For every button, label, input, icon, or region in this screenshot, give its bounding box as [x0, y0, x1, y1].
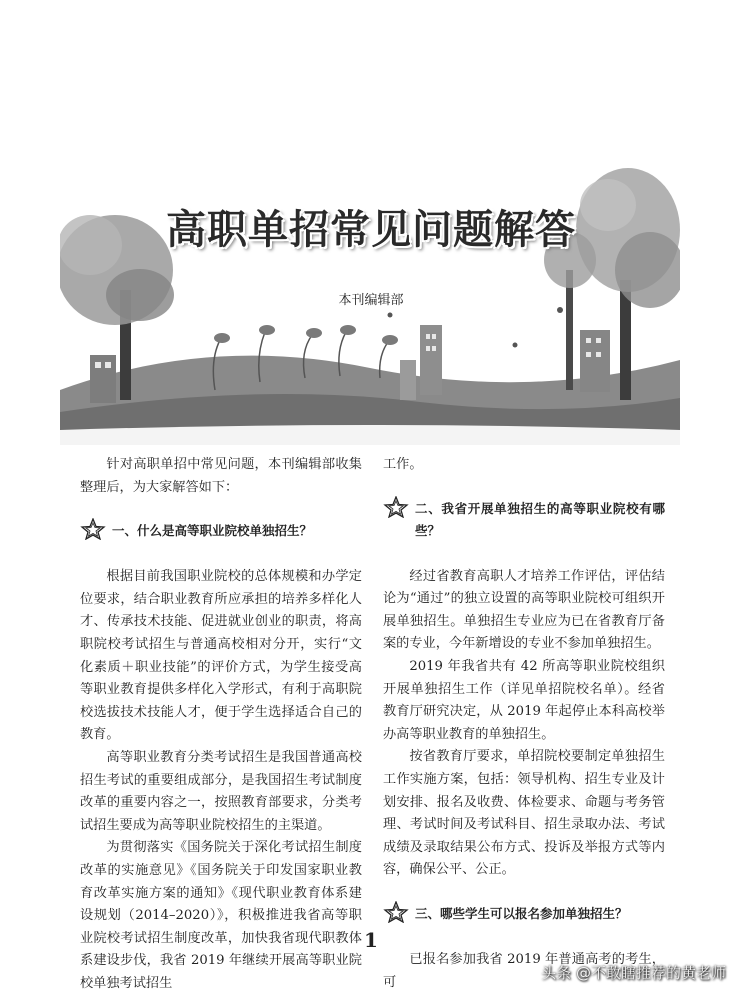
- section1-paragraph-1: 根据目前我国职业院校的总体规模和办学定位要求，结合职业教育所应承担的培养多样化人才、传承技术技能、促进就业创业的职责，将高职院校考试招生与普通高校相对分开，实行“文化素质＋职业技能”的评价方式，为学生接受高等职业教育提供多样化入学形式，有利于高职院校选拔技术技能人才，便于学生选择适合自己的教育。: [80, 569, 362, 743]
- page-title: 高职单招常见问题解答: [166, 207, 576, 253]
- star-icon: [383, 496, 409, 518]
- left-column: [80, 454, 362, 995]
- section-heading-1-text: 一、什么是高等职业院校单独招生？: [112, 523, 313, 539]
- section-heading-1: [80, 520, 362, 542]
- section-heading-2-text: 二、我省开展单独招生的高等职业院校有哪些？: [415, 500, 665, 538]
- section2-paragraph-2: 2019 年我省共有 42 所高等职业院校组织开展单独招生工作（详见单招院校名单）。经省教育厅研究决定，从 2019 年起停止本科高校举办高等职业教育的单独招生。: [383, 658, 665, 742]
- header-illustration: [60, 120, 680, 445]
- continuation-text: 工作。: [383, 457, 423, 472]
- section-heading-3-text: 三、哪些学生可以报名参加单独招生？: [415, 905, 628, 921]
- byline: 本刊编辑部: [338, 293, 404, 308]
- intro-paragraph: 针对高职单招中常见问题，本刊编辑部收集整理后，为大家解答如下：: [80, 457, 362, 495]
- section-heading-2: [383, 498, 665, 542]
- section1-paragraph-2: 高等职业教育分类考试招生是我国普通高校招生考试的重要组成部分，是我国招生考试制度改革的重要内容之一，按照教育部要求，分类考试招生要成为高等职业院校招生的主渠道。: [80, 749, 362, 833]
- star-icon: [80, 518, 106, 540]
- section-heading-3: [383, 903, 665, 925]
- section3-paragraph-1: 已报名参加我省 2019 年普通高考的考生，可: [383, 951, 665, 990]
- section2-paragraph-3: 按省教育厅要求，单招院校要制定单独招生工作实施方案，包括：领导机构、招生专业及计划安排、报名及收费、体检要求、命题与考务管理、考试时间及考试科目、招生录取办法、考试成绩及录取结果公布方式、投诉及举报方式等内容，确保公平、公正。: [383, 749, 665, 878]
- star-icon: [383, 901, 409, 923]
- section1-paragraph-3: 为贯彻落实《国务院关于深化考试招生制度改革的实施意见》《国务院关于印发国家职业教育改革实施方案的通知》《现代职业教育体系建设规划（2014–2020）》，积极推进我省高等职业院校考试招生制度改革，加快我省现代职教体系建设步伐，我省 2019 年继续开展高等职业院校单独考试招生: [80, 840, 362, 991]
- watermark-text: 头条 @不敢瞎推荐的黄老师: [541, 964, 726, 982]
- right-column: [383, 454, 665, 994]
- page-number: 1: [364, 928, 378, 952]
- section2-paragraph-1: 经过省教育高职人才培养工作评估，评估结论为“通过”的独立设置的高等职业院校可组织开展单独招生。单独招生专业应为已在省教育厅备案的专业，今年新增设的专业不参加单独招生。: [383, 568, 665, 652]
